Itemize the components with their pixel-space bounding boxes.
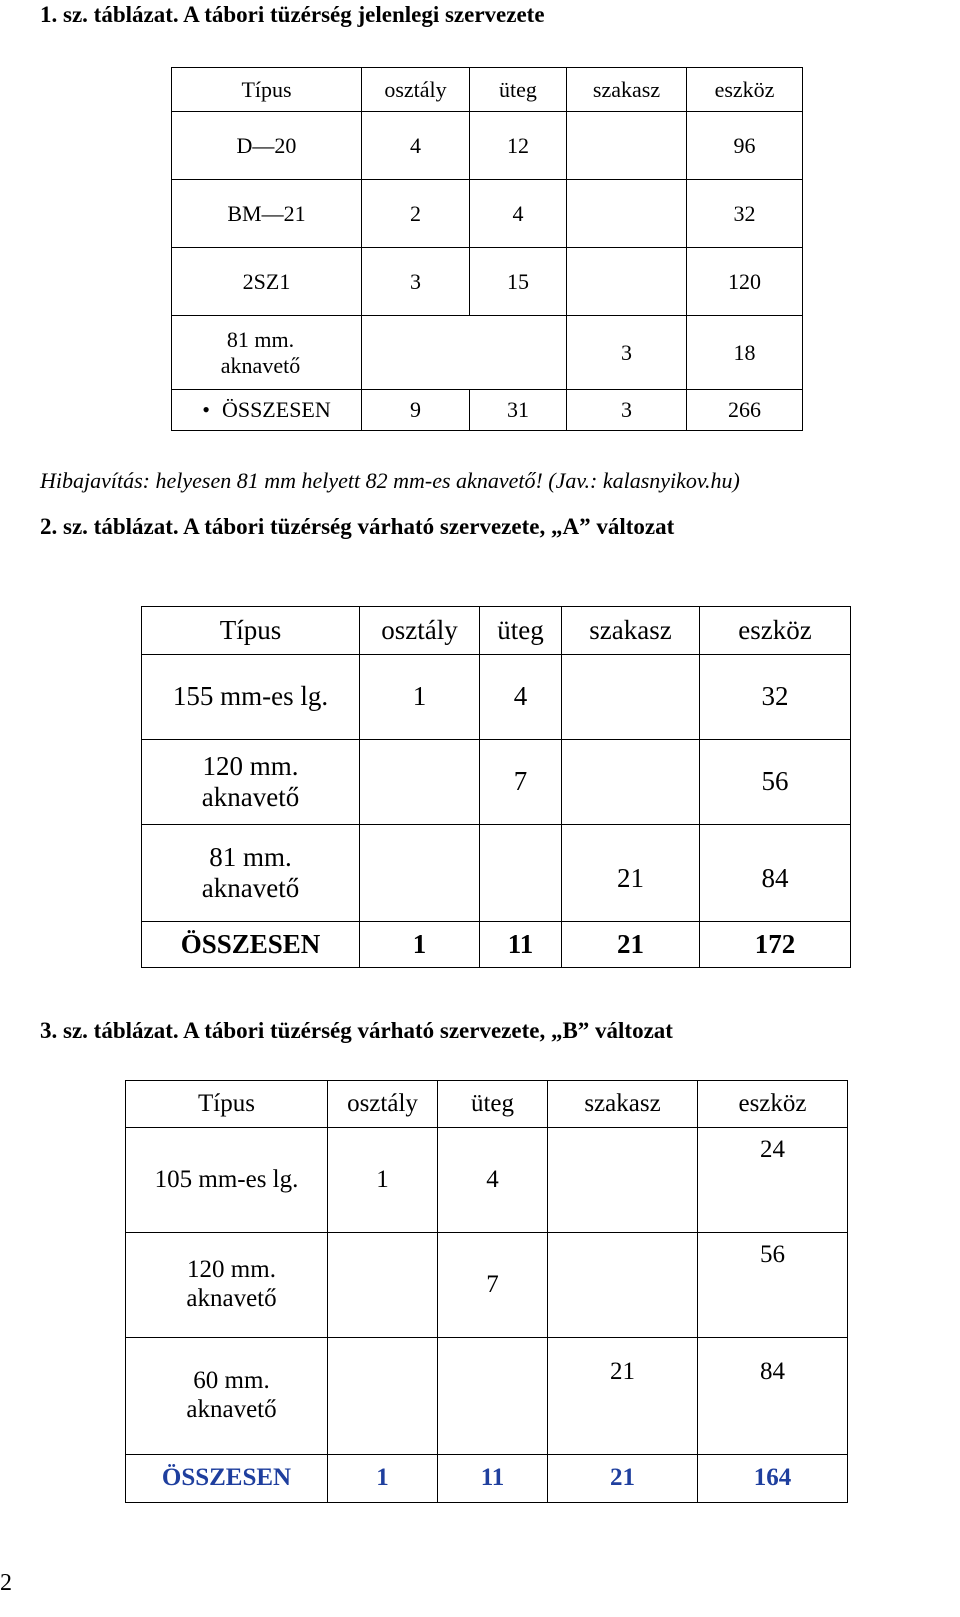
bullet-icon: • — [202, 397, 210, 423]
cell-uteg — [438, 1338, 548, 1455]
cell-osztaly — [328, 1338, 438, 1455]
header-tipus: Típus — [142, 607, 360, 655]
cell-total-szakasz: 21 — [548, 1455, 698, 1503]
cell-eszkoz: 18 — [687, 316, 803, 390]
header-szakasz: szakasz — [548, 1081, 698, 1128]
cell-szakasz — [567, 112, 687, 180]
cell-szakasz — [562, 740, 700, 825]
header-osztaly: osztály — [328, 1081, 438, 1128]
cell-total-osztaly: 1 — [360, 922, 480, 968]
table-total-row — [142, 922, 851, 968]
table-row — [126, 1338, 848, 1455]
table-total-row — [172, 390, 803, 431]
cell-total-uteg: 11 — [438, 1455, 548, 1503]
cell-total-eszkoz: 266 — [687, 390, 803, 431]
cell-szakasz — [548, 1233, 698, 1338]
cell-type: D—20 — [172, 112, 362, 180]
table-2-caption: 2. sz. táblázat. A tábori tüzérség várható szervezete, „A” változat — [40, 514, 675, 539]
table-row — [126, 1233, 848, 1338]
header-eszkoz: eszköz — [698, 1081, 848, 1128]
cell-uteg: 7 — [480, 740, 562, 825]
cell-type: 120 mm. aknavető — [142, 740, 360, 825]
header-uteg: üteg — [470, 68, 567, 112]
cell-total-eszkoz: 172 — [700, 922, 851, 968]
cell-total-label: ÖSSZESEN — [126, 1455, 328, 1503]
header-uteg: üteg — [438, 1081, 548, 1128]
cell-osztaly — [328, 1233, 438, 1338]
cell-osztaly: 2 — [362, 180, 470, 248]
table-row — [142, 825, 851, 922]
cell-type: 120 mm. aknavető — [126, 1233, 328, 1338]
cell-eszkoz: 56 — [700, 740, 851, 825]
table-2 — [141, 606, 851, 968]
header-uteg: üteg — [480, 607, 562, 655]
cell-merged — [362, 316, 567, 390]
table-row — [172, 248, 803, 316]
cell-type: 155 mm-es lg. — [142, 655, 360, 740]
cell-osztaly: 1 — [328, 1128, 438, 1233]
cell-total-osztaly: 1 — [328, 1455, 438, 1503]
cell-eszkoz: 84 — [700, 825, 851, 922]
table-row — [126, 1128, 848, 1233]
cell-uteg: 7 — [438, 1233, 548, 1338]
cell-uteg: 4 — [438, 1128, 548, 1233]
cell-total-szakasz: 3 — [567, 390, 687, 431]
cell-osztaly: 3 — [362, 248, 470, 316]
cell-type: 2SZ1 — [172, 248, 362, 316]
page-number: 2 — [0, 1570, 12, 1596]
cell-total-label: ÖSSZESEN — [142, 922, 360, 968]
cell-total-eszkoz: 164 — [698, 1455, 848, 1503]
cell-type: 105 mm-es lg. — [126, 1128, 328, 1233]
cell-szakasz — [567, 180, 687, 248]
table-row — [172, 180, 803, 248]
header-szakasz: szakasz — [567, 68, 687, 112]
cell-type: 60 mm. aknavető — [126, 1338, 328, 1455]
cell-szakasz — [548, 1128, 698, 1233]
header-tipus: Típus — [172, 68, 362, 112]
table-3-caption: 3. sz. táblázat. A tábori tüzérség várható szervezete, „B” változat — [40, 1018, 673, 1043]
cell-szakasz — [562, 655, 700, 740]
cell-total-szakasz: 21 — [562, 922, 700, 968]
cell-type: BM—21 — [172, 180, 362, 248]
cell-eszkoz: 32 — [687, 180, 803, 248]
cell-eszkoz: 120 — [687, 248, 803, 316]
cell-total-uteg: 11 — [480, 922, 562, 968]
table-header-row — [172, 68, 803, 112]
cell-eszkoz: 56 — [698, 1233, 848, 1338]
cell-osztaly — [360, 740, 480, 825]
table-total-row — [126, 1455, 848, 1503]
cell-szakasz: 21 — [562, 825, 700, 922]
cell-type: 81 mm. aknavető — [142, 825, 360, 922]
cell-uteg: 12 — [470, 112, 567, 180]
table-row — [142, 655, 851, 740]
cell-eszkoz: 96 — [687, 112, 803, 180]
table-1-caption: 1. sz. táblázat. A tábori tüzérség jelenlegi szervezete — [40, 2, 545, 27]
header-tipus: Típus — [126, 1081, 328, 1128]
cell-total-osztaly: 9 — [362, 390, 470, 431]
header-eszkoz: eszköz — [700, 607, 851, 655]
table-1 — [171, 67, 803, 431]
cell-type: 81 mm. aknavető — [172, 316, 362, 390]
table-row — [172, 112, 803, 180]
header-szakasz: szakasz — [562, 607, 700, 655]
cell-eszkoz: 24 — [698, 1128, 848, 1233]
cell-uteg: 4 — [470, 180, 567, 248]
cell-osztaly: 1 — [360, 655, 480, 740]
table-header-row — [126, 1081, 848, 1128]
cell-szakasz: 3 — [567, 316, 687, 390]
table-header-row — [142, 607, 851, 655]
cell-eszkoz: 32 — [700, 655, 851, 740]
cell-eszkoz: 84 — [698, 1338, 848, 1455]
cell-uteg — [480, 825, 562, 922]
cell-osztaly: 4 — [362, 112, 470, 180]
table-row — [172, 316, 803, 390]
cell-szakasz — [567, 248, 687, 316]
cell-osztaly — [360, 825, 480, 922]
header-osztaly: osztály — [360, 607, 480, 655]
table-3 — [125, 1080, 848, 1503]
table-row — [142, 740, 851, 825]
cell-szakasz: 21 — [548, 1338, 698, 1455]
cell-uteg: 15 — [470, 248, 567, 316]
total-label: ÖSSZESEN — [221, 397, 331, 423]
header-eszkoz: eszköz — [687, 68, 803, 112]
correction-note: Hibajavítás: helyesen 81 mm helyett 82 mm-es aknavető! (Jav.: kalasnyikov.hu) — [40, 468, 740, 493]
cell-total-uteg: 31 — [470, 390, 567, 431]
cell-total-label — [172, 390, 362, 431]
cell-uteg: 4 — [480, 655, 562, 740]
header-osztaly: osztály — [362, 68, 470, 112]
